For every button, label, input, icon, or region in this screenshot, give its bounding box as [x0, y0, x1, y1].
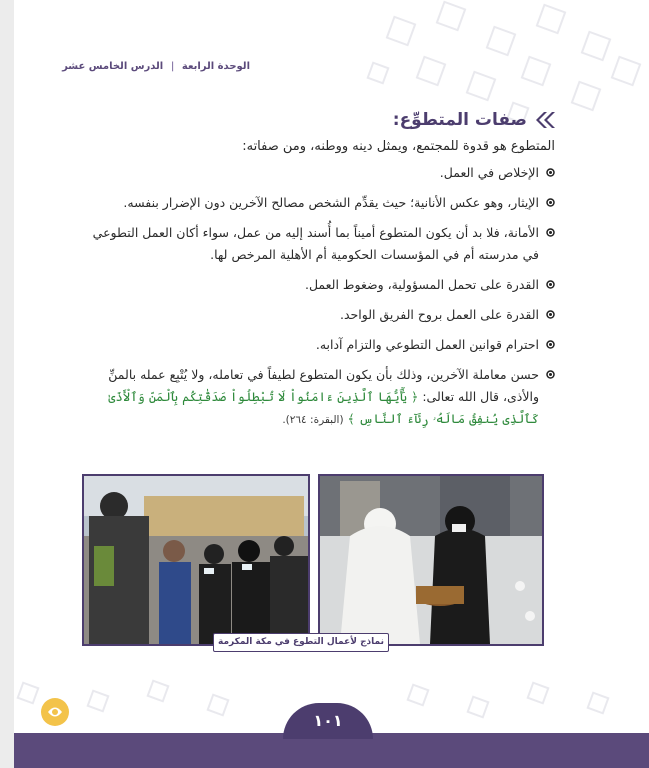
header-separator: | [170, 61, 175, 72]
main-content [85, 110, 555, 439]
traits-list [85, 162, 555, 431]
lesson-label: الدرس الخامس عشر [62, 61, 164, 72]
page-edge [0, 0, 14, 768]
section-title: صفات المتطوِّع: [392, 110, 527, 130]
trait-text: حسن معاملة الآخرين، وذلك بأن يكون المتطوع لطيفاً في تعامله، ولا يُتْبِع عمله بالمنِّ والأذى، قال الله تعالى: [108, 367, 539, 404]
verse-reference: (البقرة: ٢٦٤). [282, 414, 344, 426]
trait-text: القدرة على العمل بروح الفريق الواحد. [340, 307, 539, 322]
bullet-icon [546, 198, 555, 207]
trait-text: احترام قوانين العمل التطوعي والتزام آدابه. [315, 337, 539, 352]
quran-verse: ﴿ يَٰٓأَيُّهَا ٱلَّذِينَ ءَامَنُواْ لَا تُبْطِلُواْ صَدَقَٰتِكُم بِٱلْمَنِّ وَٱلْأَذَىٰ كَٱلَّذِى يُنفِقُ مَالَهُۥ رِئَآءَ ٱلنَّاسِ ﴾ [108, 389, 539, 426]
section-intro: المتطوع هو قدوة للمجتمع، ويمثل دينه ووطنه، ومن صفاته: [242, 139, 555, 154]
unit-lesson-header [62, 61, 250, 77]
trait-text: القدرة على تحمل المسؤولية، وضغوط العمل. [304, 277, 539, 292]
bullet-icon [546, 228, 555, 237]
trait-text: الإخلاص في العمل. [439, 165, 539, 180]
photo-caption: نماذج لأعمال التطوع في مكة المكرمة [213, 633, 389, 652]
list-item [85, 274, 555, 296]
volunteers-group-photo [82, 474, 310, 646]
bullet-icon [546, 168, 555, 177]
ministry-logo-icon [40, 697, 70, 727]
volunteer-distributing-photo [318, 474, 544, 646]
bullet-icon [546, 370, 555, 379]
section-heading [85, 110, 555, 130]
list-item [85, 334, 555, 356]
bullet-icon [546, 310, 555, 319]
unit-label: الوحدة الرابعة [181, 61, 250, 72]
list-item [85, 222, 555, 266]
photo-gallery [82, 474, 544, 646]
list-item [85, 162, 555, 184]
list-item [85, 364, 555, 431]
trait-text: الإيثار، وهو عكس الأنانية؛ حيث يقدِّم الشخص مصالح الآخرين دون الإضرار بنفسه. [123, 195, 539, 210]
list-item [85, 192, 555, 214]
bullet-icon [546, 340, 555, 349]
bullet-icon [546, 280, 555, 289]
list-item [85, 304, 555, 326]
double-chevron-icon [533, 112, 555, 128]
page-number: ١٠١ [313, 711, 343, 730]
trait-text: الأمانة، فلا بد أن يكون المتطوع أميناً بما أُسند إليه من عمل، سواء أكان العمل التطوعي في مدرسته أم في المؤسسات الحكومية أم الأهلية المرخص لها. [92, 225, 539, 262]
